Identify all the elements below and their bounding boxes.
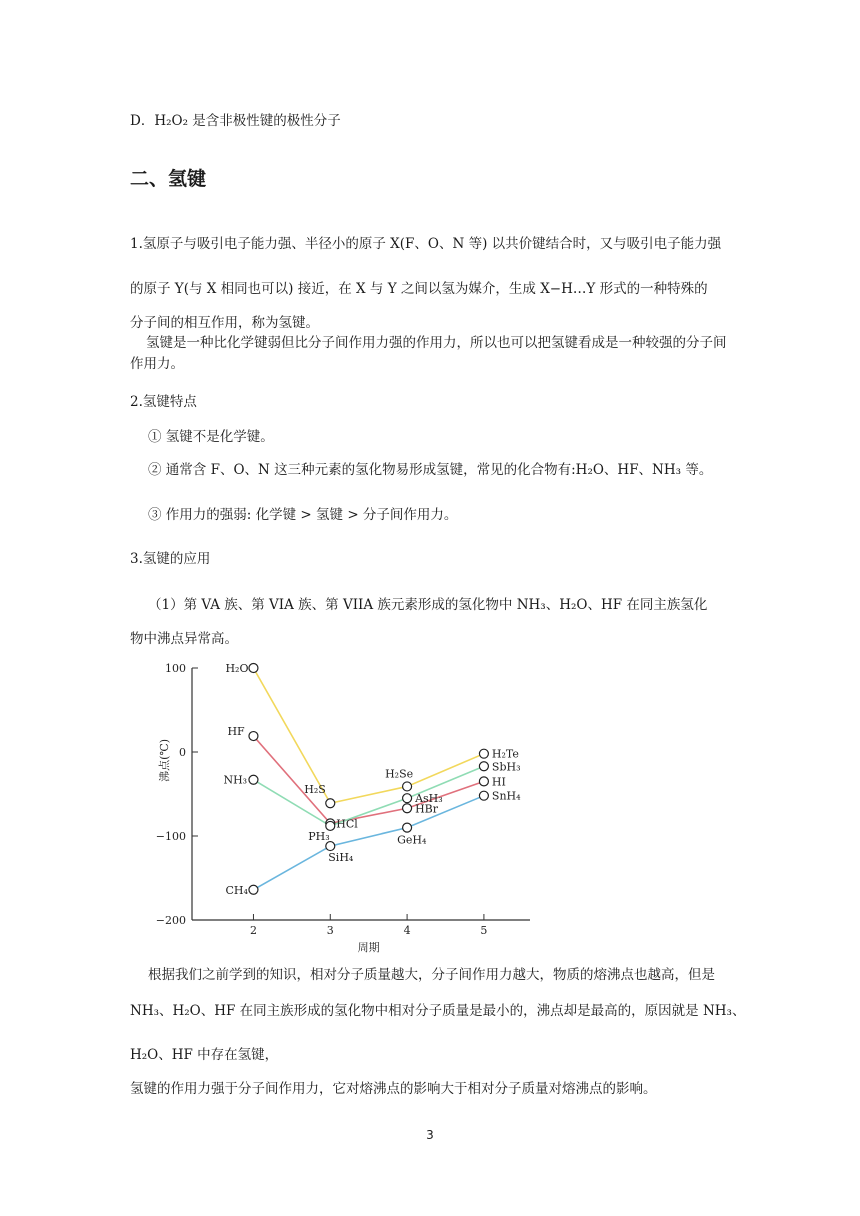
x-tick-label: 4 (403, 924, 411, 937)
option-d: D．H₂O₂ 是含非极性键的极性分子 (130, 113, 341, 129)
data-point-label: HCl (336, 817, 358, 831)
data-point-marker (479, 762, 488, 771)
data-point-marker (479, 777, 488, 786)
x-tick-label: 3 (326, 924, 334, 937)
paragraph-1-line-3: 分子间的相互作用，称为氢键。 (130, 315, 319, 331)
explanation-line-1: 根据我们之前学到的知识，相对分子质量越大，分子间作用力越大，物质的熔沸点也越高，但是 (148, 967, 715, 983)
series-line-4 (253, 796, 483, 890)
data-point-marker (326, 799, 335, 808)
data-point-marker (479, 791, 488, 800)
data-point-label: NH₃ (223, 773, 248, 787)
feature-item-1: ① 氢键不是化学键。 (148, 429, 274, 445)
data-point-marker (326, 842, 335, 851)
data-point-marker (249, 885, 258, 894)
y-tick-label: 100 (165, 662, 186, 675)
explanation-line-3: H₂O、HF 中存在氢键， (130, 1047, 279, 1063)
data-point-marker (479, 749, 488, 758)
y-axis-title: 沸点(℃) (158, 738, 171, 782)
feature-item-3: ③ 作用力的强弱: 化学键 > 氢键 > 分子间作用力。 (148, 507, 458, 523)
y-tick-label: 0 (179, 746, 186, 759)
data-point-marker (249, 732, 258, 741)
section-2-title: 2.氢键特点 (130, 394, 197, 410)
data-point-label: GeH₄ (397, 833, 427, 847)
data-point-label: H₂O (225, 662, 249, 675)
x-tick-label: 2 (249, 924, 257, 937)
data-point-label: SbH₃ (491, 760, 521, 774)
data-point-marker (403, 804, 412, 813)
data-point-label: H₂Te (491, 747, 519, 761)
explanation-line-2: NH₃、H₂O、HF 在同主族形成的氢化物中相对分子质量是最小的，沸点却是最高的，原因就是 NH₃、 (130, 1003, 746, 1019)
data-point-label: HI (491, 775, 506, 789)
data-point-marker (403, 823, 412, 832)
section-title: 二、氢键 (130, 168, 207, 190)
data-point-label: SiH₄ (328, 851, 354, 865)
series-line-1 (253, 668, 483, 806)
data-point-label: CH₄ (225, 883, 248, 897)
chart-axes (156, 662, 530, 954)
page-number: 3 (426, 1128, 434, 1142)
data-point-marker (249, 664, 258, 673)
data-point-marker (249, 775, 258, 784)
data-point-label: PH₃ (308, 829, 330, 843)
feature-item-2: ② 通常含 F、O、N 这三种元素的氢化物易形成氢键，常见的化合物有:H₂O、HF、NH₃ 等。 (148, 462, 713, 478)
paragraph-1-line-2: 的原子 Y(与 X 相同也可以) 接近，在 X 与 Y 之间以氢为媒介，生成 X−H…Y 形式的一种特殊的 (130, 281, 708, 297)
application-line-2: 物中沸点异常高。 (130, 631, 238, 647)
data-point-marker (403, 794, 412, 803)
y-tick-label: −200 (155, 914, 186, 927)
data-point-label: AsH₃ (415, 792, 443, 806)
paragraph-1-line-4: 氢键是一种比化学键弱但比分子间作用力强的作用力，所以也可以把氢键看成是一种较强的分子间 (146, 335, 727, 351)
data-point-label: HF (227, 725, 245, 739)
boiling-point-chart (140, 655, 540, 955)
data-point-marker (403, 782, 412, 791)
data-point-label: HBr (415, 802, 439, 816)
data-point-label: H₂Se (385, 767, 414, 781)
data-point-label: H₂S (304, 783, 326, 797)
data-point-label: SnH₄ (491, 789, 521, 803)
x-tick-label: 5 (480, 924, 488, 937)
x-axis-title: 周期 (357, 941, 380, 954)
chart-series (249, 664, 488, 895)
y-tick-label: −100 (155, 830, 186, 843)
paragraph-1-line-5: 作用力。 (130, 356, 184, 372)
chart-labels (223, 662, 521, 897)
section-3-title: 3.氢键的应用 (130, 551, 211, 567)
explanation-line-4: 氢键的作用力强于分子间作用力，它对熔沸点的影响大于相对分子质量对熔沸点的影响。 (130, 1081, 657, 1097)
paragraph-1-line-1: 1.氢原子与吸引电子能力强、半径小的原子 X(F、O、N 等) 以共价键结合时，又与吸引电子能力强 (130, 236, 722, 252)
application-line-1: （1）第 VA 族、第 VIA 族、第 VIIA 族元素形成的氢化物中 NH₃、H₂O、HF 在同主族氢化 (148, 597, 708, 613)
